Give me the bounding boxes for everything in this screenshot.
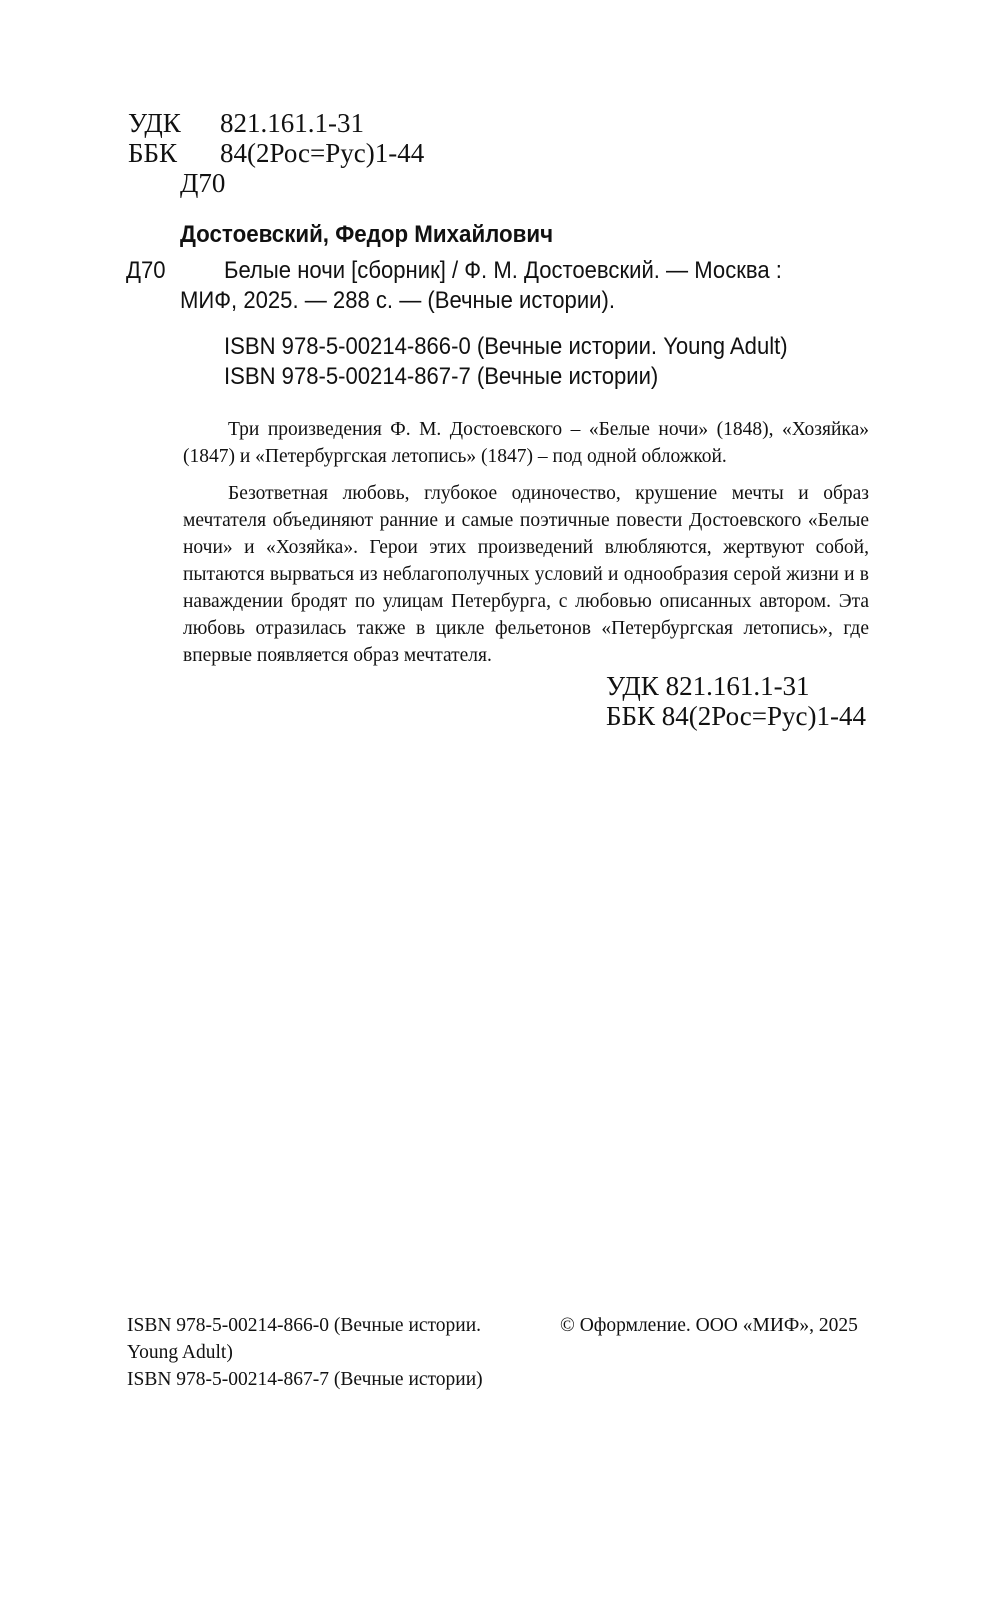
udk-row: [128, 107, 528, 139]
record-title-line2: МИФ, 2025. — 288 с. — (Вечные истории).: [180, 287, 615, 314]
footer-isbn-2: ISBN 978-5-00214-867-7 (Вечные истории): [127, 1369, 483, 1390]
annotation-paragraph-1: Три произведения Ф. М. Достоевского – «Белые ночи» (1848), «Хозяйка» (1847) и «Петербургская летопись» (1847) – под одной обложкой.: [183, 419, 869, 467]
udk-value: 821.161.1-31: [220, 108, 364, 138]
bbk-label: ББК: [128, 138, 178, 168]
bbk-row: [128, 137, 528, 169]
record-author: Достоевский, Федор Михайлович: [180, 221, 554, 248]
udk-label: УДК: [128, 108, 181, 138]
bbk-value: 84(2Рос=Рус)1-44: [220, 138, 425, 168]
record-isbn-1: ISBN 978-5-00214-866-0 (Вечные истории. Young Adult): [224, 333, 788, 360]
bottom-bbk: ББК 84(2Рос=Рус)1-44: [606, 701, 866, 731]
author-mark: Д70: [180, 168, 226, 198]
annotation-paragraph-2: Безответная любовь, глубокое одиночество, крушение мечты и образ мечтателя объединяют ранние и самые поэтичные повести Достоевского «Белые ночи» и «Хозяйка». Герои этих произведений влюбляются, жертвуют собой, пытаются вырваться из неблагополучных условий и однообразия серой жизни и в наваждении бродят по улицам Петербурга, с любовью описанных автором. Эта любовь отразилась также в цикле фельетонов «Петербургская летопись», где впервые появляется образ мечтателя.: [183, 483, 869, 666]
footer-isbn-1-line1: ISBN 978-5-00214-866-0 (Вечные истории.: [127, 1315, 482, 1336]
record-title-line1: Белые ночи [сборник] / Ф. М. Достоевский. — Москва :: [224, 257, 782, 284]
copyright-notice: © Оформление. ООО «МИФ», 2025: [560, 1315, 858, 1336]
record-mark: Д70: [126, 257, 166, 284]
record-isbn-2: ISBN 978-5-00214-867-7 (Вечные истории): [224, 363, 659, 390]
footer-isbn-1-line2: Young Adult): [127, 1342, 233, 1363]
bottom-udk: УДК 821.161.1-31: [606, 671, 810, 701]
